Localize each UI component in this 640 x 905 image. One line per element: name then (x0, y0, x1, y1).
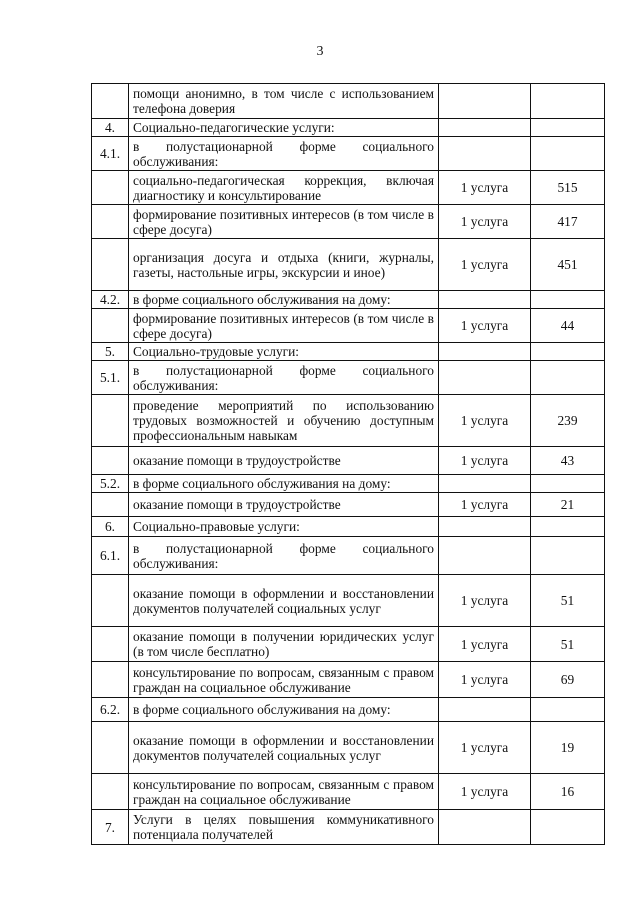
service-count (531, 361, 605, 395)
table-row (92, 810, 605, 845)
service-name: Социально-трудовые услуги: (129, 343, 439, 361)
table-row (92, 171, 605, 205)
row-number: 4.2. (92, 291, 129, 309)
table-row (92, 361, 605, 395)
service-name: оказание помощи в оформлении и восстановлении документов получателей социальных услуг (129, 722, 439, 774)
service-count: 417 (531, 205, 605, 239)
unit-of-measure: 1 услуга (439, 205, 531, 239)
service-name: в полустационарной форме социального обслуживания: (129, 537, 439, 575)
unit-of-measure: 1 услуга (439, 447, 531, 475)
row-number: 5.2. (92, 475, 129, 493)
service-count (531, 517, 605, 537)
service-name: Социально-правовые услуги: (129, 517, 439, 537)
service-name: организация досуга и отдыха (книги, журналы, газеты, настольные игры, экскурсии и иное) (129, 239, 439, 291)
service-count (531, 810, 605, 845)
row-number (92, 239, 129, 291)
service-count: 43 (531, 447, 605, 475)
services-table (91, 83, 605, 845)
unit-of-measure (439, 698, 531, 722)
service-count (531, 343, 605, 361)
table-row (92, 493, 605, 517)
service-count: 44 (531, 309, 605, 343)
unit-of-measure: 1 услуга (439, 722, 531, 774)
unit-of-measure (439, 810, 531, 845)
unit-of-measure: 1 услуга (439, 239, 531, 291)
unit-of-measure (439, 84, 531, 119)
service-count: 16 (531, 774, 605, 810)
service-name: Социально-педагогические услуги: (129, 119, 439, 137)
service-name: в форме социального обслуживания на дому: (129, 698, 439, 722)
table-row (92, 662, 605, 698)
service-count (531, 137, 605, 171)
unit-of-measure: 1 услуга (439, 774, 531, 810)
row-number: 6. (92, 517, 129, 537)
service-count: 21 (531, 493, 605, 517)
table-row (92, 309, 605, 343)
unit-of-measure (439, 361, 531, 395)
row-number (92, 627, 129, 662)
service-name: Услуги в целях повышения коммуникативного потенциала получателей (129, 810, 439, 845)
service-name: социально-педагогическая коррекция, включая диагностику и консультирование (129, 171, 439, 205)
service-name: оказание помощи в трудоустройстве (129, 447, 439, 475)
service-name: оказание помощи в оформлении и восстановлении документов получателей социальных услуг (129, 575, 439, 627)
row-number (92, 774, 129, 810)
row-number (92, 662, 129, 698)
service-count (531, 475, 605, 493)
table-row (92, 774, 605, 810)
unit-of-measure: 1 услуга (439, 309, 531, 343)
unit-of-measure (439, 291, 531, 309)
unit-of-measure: 1 услуга (439, 662, 531, 698)
service-count: 239 (531, 395, 605, 447)
table-row (92, 537, 605, 575)
table-row (92, 137, 605, 171)
service-count: 69 (531, 662, 605, 698)
unit-of-measure (439, 517, 531, 537)
row-number: 6.1. (92, 537, 129, 575)
table-row (92, 239, 605, 291)
row-number (92, 722, 129, 774)
page-number: 3 (316, 44, 324, 59)
service-count: 451 (531, 239, 605, 291)
table-row (92, 395, 605, 447)
service-count: 51 (531, 575, 605, 627)
service-name: консультирование по вопросам, связанным с правом граждан на социальное обслуживание (129, 774, 439, 810)
service-count (531, 537, 605, 575)
unit-of-measure: 1 услуга (439, 493, 531, 517)
row-number: 4.1. (92, 137, 129, 171)
unit-of-measure (439, 119, 531, 137)
table-row (92, 205, 605, 239)
table-row (92, 84, 605, 119)
service-name: оказание помощи в получении юридических услуг (в том числе бесплатно) (129, 627, 439, 662)
row-number: 5.1. (92, 361, 129, 395)
row-number (92, 447, 129, 475)
table-row (92, 475, 605, 493)
unit-of-measure (439, 475, 531, 493)
unit-of-measure (439, 137, 531, 171)
service-name: в полустационарной форме социального обслуживания: (129, 137, 439, 171)
row-number (92, 575, 129, 627)
table-row (92, 698, 605, 722)
service-count (531, 119, 605, 137)
unit-of-measure: 1 услуга (439, 171, 531, 205)
service-name: формирование позитивных интересов (в том числе в сфере досуга) (129, 309, 439, 343)
table-row (92, 119, 605, 137)
row-number (92, 205, 129, 239)
table-row (92, 447, 605, 475)
table-row (92, 575, 605, 627)
service-name: помощи анонимно, в том числе с использованием телефона доверия (129, 84, 439, 119)
table-row (92, 517, 605, 537)
row-number (92, 171, 129, 205)
service-count (531, 291, 605, 309)
table-row (92, 291, 605, 309)
row-number: 7. (92, 810, 129, 845)
service-name: в форме социального обслуживания на дому: (129, 475, 439, 493)
unit-of-measure: 1 услуга (439, 627, 531, 662)
table-row (92, 722, 605, 774)
service-count (531, 84, 605, 119)
service-name: в форме социального обслуживания на дому: (129, 291, 439, 309)
service-count: 515 (531, 171, 605, 205)
service-count (531, 698, 605, 722)
row-number (92, 309, 129, 343)
row-number (92, 84, 129, 119)
unit-of-measure: 1 услуга (439, 575, 531, 627)
row-number: 4. (92, 119, 129, 137)
row-number: 6.2. (92, 698, 129, 722)
row-number: 5. (92, 343, 129, 361)
service-count: 19 (531, 722, 605, 774)
service-name: формирование позитивных интересов (в том числе в сфере досуга) (129, 205, 439, 239)
unit-of-measure: 1 услуга (439, 395, 531, 447)
table-row (92, 627, 605, 662)
service-count: 51 (531, 627, 605, 662)
row-number (92, 395, 129, 447)
service-name: консультирование по вопросам, связанным с правом граждан на социальное обслуживание (129, 662, 439, 698)
unit-of-measure (439, 343, 531, 361)
table-row (92, 343, 605, 361)
unit-of-measure (439, 537, 531, 575)
service-name: в полустационарной форме социального обслуживания: (129, 361, 439, 395)
service-name: оказание помощи в трудоустройстве (129, 493, 439, 517)
services-table-body (92, 84, 605, 845)
row-number (92, 493, 129, 517)
service-name: проведение мероприятий по использованию трудовых возможностей и обучению доступным профессиональным навыкам (129, 395, 439, 447)
